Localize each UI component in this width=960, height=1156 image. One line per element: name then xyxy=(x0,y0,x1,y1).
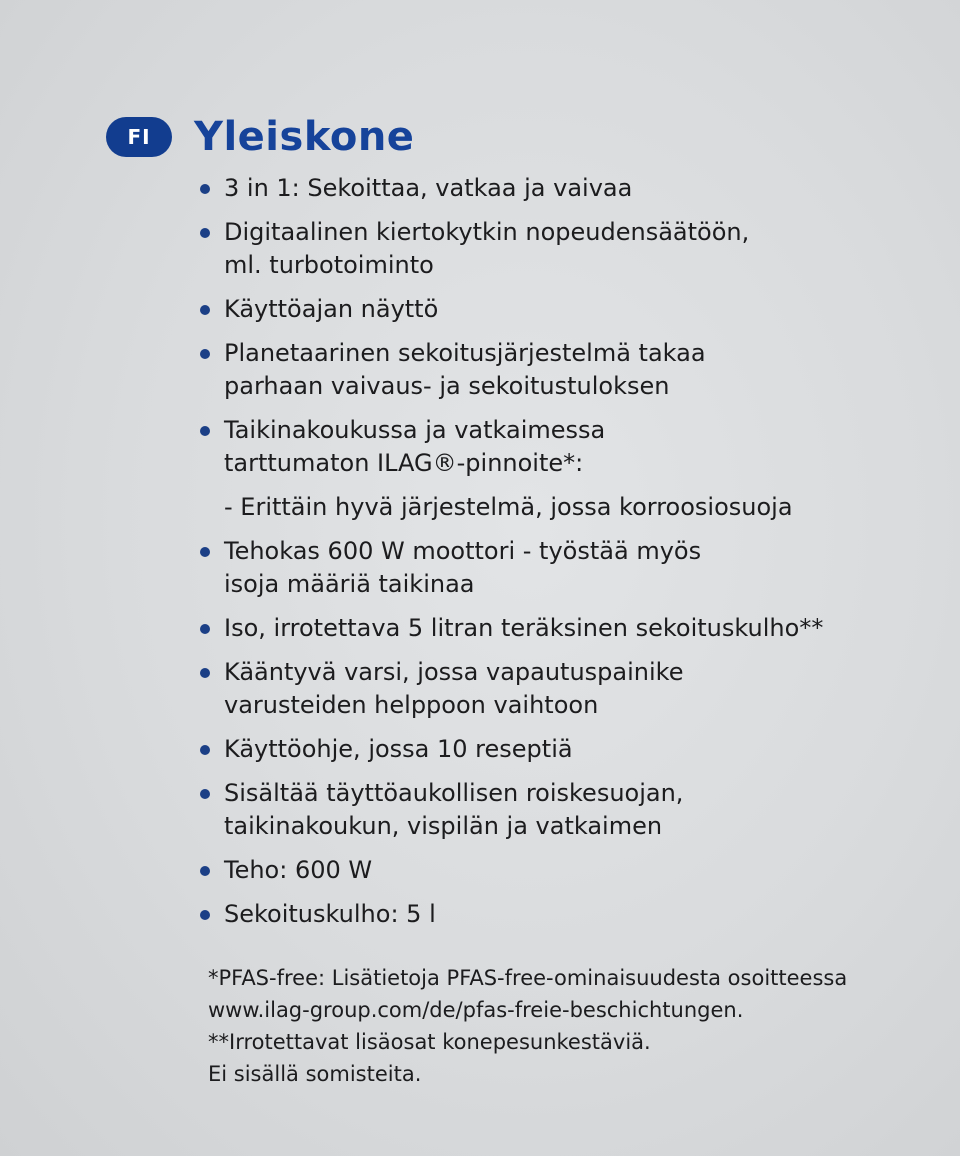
footnotes xyxy=(208,962,928,1090)
feature-text: Teho: 600 W xyxy=(224,856,373,884)
feature-text: Käyttöohje, jossa 10 reseptiä xyxy=(224,735,573,763)
feature-text: Taikinakoukussa ja vatkaimessa xyxy=(224,416,606,444)
feature-item xyxy=(196,293,936,326)
feature-item xyxy=(196,414,936,480)
bullet-icon xyxy=(200,866,210,876)
feature-item xyxy=(196,172,936,205)
feature-text-continued: tarttumaton ILAG®-pinnoite*: xyxy=(224,449,584,477)
bullet-icon xyxy=(200,349,210,359)
bullet-icon xyxy=(200,624,210,634)
footnote-decorations: Ei sisällä somisteita. xyxy=(208,1062,422,1086)
footnote-url: www.ilag-group.com/de/pfas-freie-beschichtungen. xyxy=(208,998,744,1022)
section-header xyxy=(106,114,414,160)
footnote-pfas: *PFAS-free: Lisätietoja PFAS-free-ominaisuudesta osoitteessa xyxy=(208,966,848,990)
feature-item xyxy=(196,777,936,843)
bullet-icon xyxy=(200,426,210,436)
feature-item xyxy=(196,535,936,601)
bullet-icon xyxy=(200,228,210,238)
feature-text: Tehokas 600 W moottori - työstää myös xyxy=(224,537,702,565)
feature-text-continued: parhaan vaivaus- ja sekoitustuloksen xyxy=(224,372,670,400)
feature-text-continued: isoja määriä taikinaa xyxy=(224,570,475,598)
feature-item xyxy=(196,656,936,722)
feature-item xyxy=(196,733,936,766)
bullet-icon xyxy=(200,745,210,755)
feature-text: 3 in 1: Sekoittaa, vatkaa ja vaivaa xyxy=(224,174,633,202)
footnote-dishwasher: **Irrotettavat lisäosat konepesunkestäviä. xyxy=(208,1030,651,1054)
feature-item xyxy=(196,216,936,282)
feature-text: Kääntyvä varsi, jossa vapautuspainike xyxy=(224,658,684,686)
feature-item xyxy=(196,854,936,887)
bullet-icon xyxy=(200,305,210,315)
feature-item xyxy=(196,612,936,645)
bullet-icon xyxy=(200,668,210,678)
feature-text: Digitaalinen kiertokytkin nopeudensäätöön, xyxy=(224,218,750,246)
bullet-icon xyxy=(200,547,210,557)
feature-text-continued: varusteiden helppoon vaihtoon xyxy=(224,691,599,719)
feature-text-continued: taikinakoukun, vispilän ja vatkaimen xyxy=(224,812,663,840)
feature-sub-item: - Erittäin hyvä järjestelmä, jossa korroosiosuoja xyxy=(224,493,793,521)
bullet-icon xyxy=(200,184,210,194)
feature-item xyxy=(196,337,936,403)
language-badge: FI xyxy=(106,117,172,157)
feature-text: Sisältää täyttöaukollisen roiskesuojan, xyxy=(224,779,684,807)
feature-item xyxy=(196,898,936,931)
feature-text: Sekoituskulho: 5 l xyxy=(224,900,436,928)
feature-list xyxy=(196,172,936,942)
feature-text: Käyttöajan näyttö xyxy=(224,295,439,323)
feature-text: Iso, irrotettava 5 litran teräksinen sekoituskulho** xyxy=(224,614,824,642)
feature-text-continued: ml. turbotoiminto xyxy=(224,251,434,279)
bullet-icon xyxy=(200,910,210,920)
page-title: Yleiskone xyxy=(194,114,415,160)
bullet-icon xyxy=(200,789,210,799)
feature-text: Planetaarinen sekoitusjärjestelmä takaa xyxy=(224,339,706,367)
